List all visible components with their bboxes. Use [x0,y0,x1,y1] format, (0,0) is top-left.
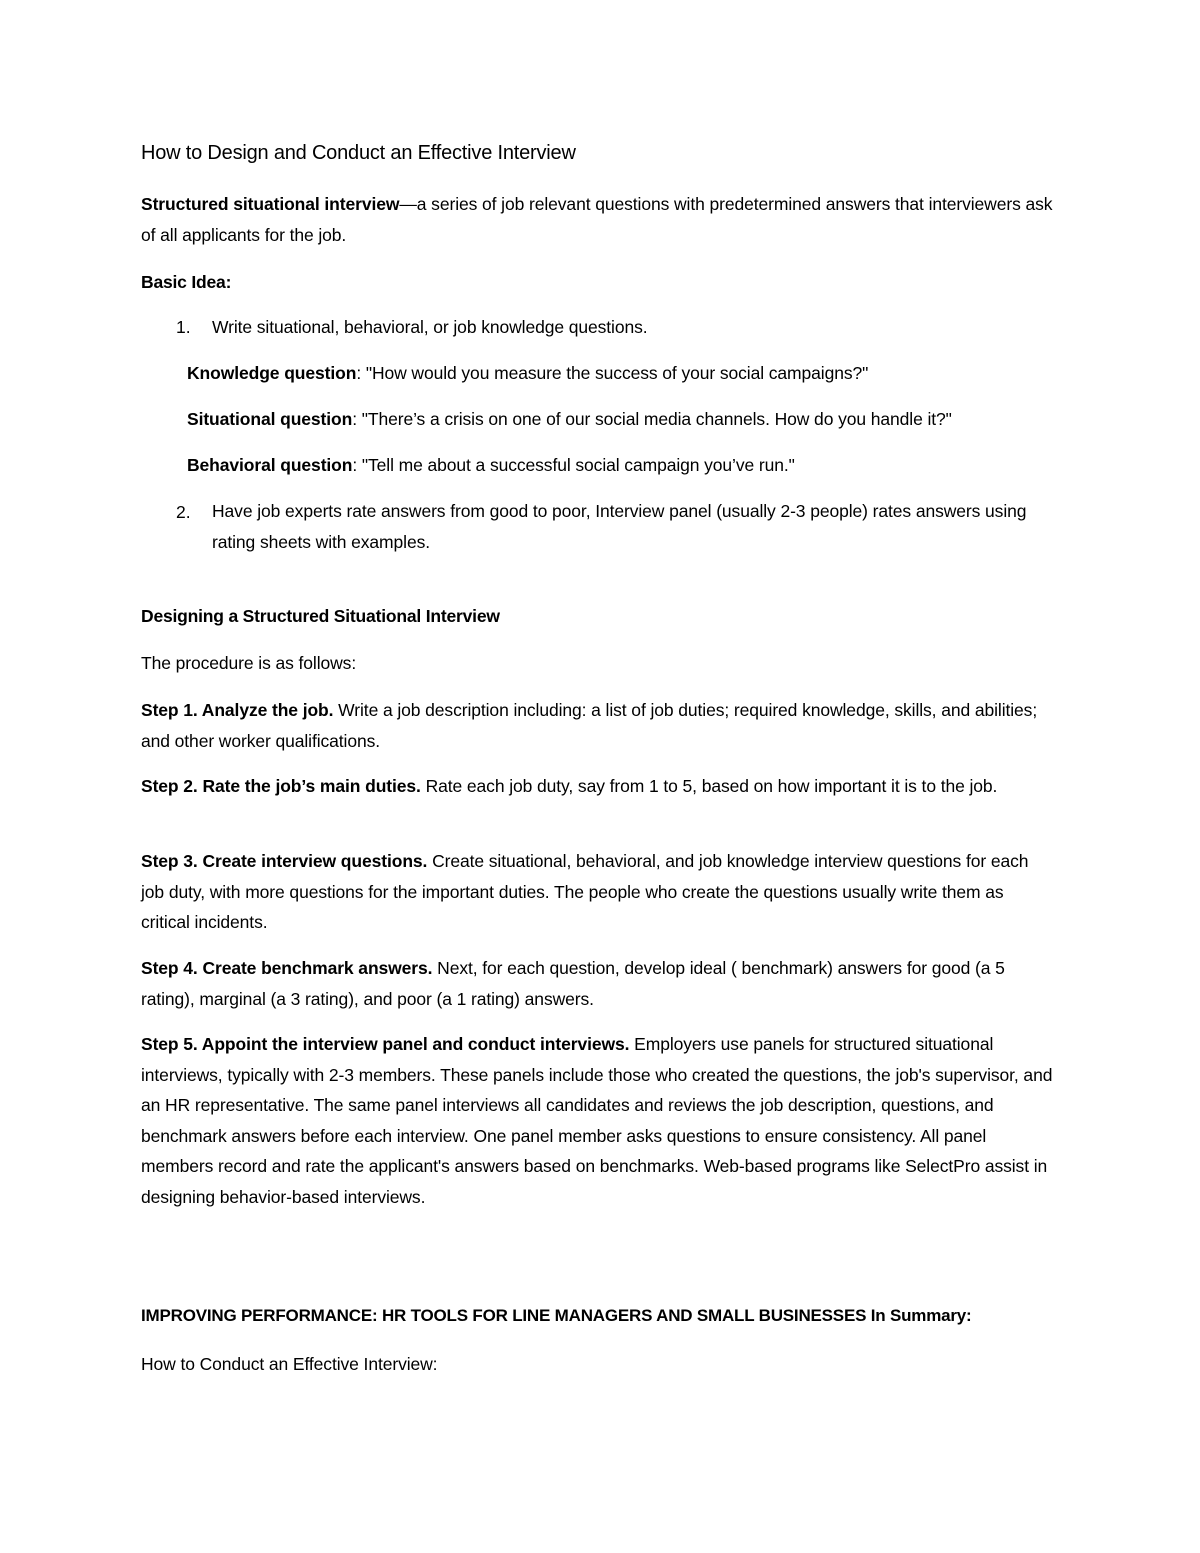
step-text: Rate each job duty, say from 1 to 5, based on how important it is to the job. [420,776,998,796]
designing-intro: The procedure is as follows: [141,653,357,673]
step-text: Create situational, behavioral, and job knowledge interview questions for each job duty, with more questions for the important duties. The people who create the questions usually write them as critical incidents. [141,851,1029,932]
improving-heading: IMPROVING PERFORMANCE: HR TOOLS FOR LINE MANAGERS AND SMALL BUSINESSES In Summary: [141,1306,972,1325]
example-label: Knowledge question [187,363,357,383]
step-label: Step 2. Rate the job’s main duties. [141,776,421,796]
example-text: "How would you measure the success of your social campaigns?" [361,363,869,383]
step-text: Employers use panels for structured situational interviews, typically with 2-3 members. These panels include those who created the questions, the job's supervisor, and an HR representative. The same panel interviews all candidates and reviews the job description, questions, and benchmark answers before each interview. One panel member asks questions to ensure consistency. All panel members record and rate the applicant's answers based on benchmarks. Web-based programs like SelectPro assist in designing behavior-based interviews. [141,1034,1053,1207]
step-label: Step 1. Analyze the job. [141,700,334,720]
definition-text: —a series of job relevant questions with predetermined answers that interviewers ask of all applicants for the job. [141,194,1053,245]
improving-subheading: How to Conduct an Effective Interview: [141,1354,438,1374]
example-label: Behavioral question [187,455,353,475]
step-text: Next, for each question, develop ideal ( benchmark) answers for good (a 5 rating), marginal (a 3 rating), and poor (a 1 rating) answers. [141,958,1005,1009]
step-3 [141,846,1056,938]
list-number-1: 1. [176,317,191,337]
step-2 [141,771,1056,802]
step-label: Step 4. Create benchmark answers. [141,958,433,978]
designing-heading: Designing a Structured Situational Interview [141,606,500,626]
document-title: How to Design and Conduct an Effective Interview [141,142,576,164]
list-item-2: Have job experts rate answers from good to poor, Interview panel (usually 2-3 people) rates answers using rating sheets with examples. [212,501,1027,552]
definition-paragraph [141,189,1056,250]
example-behavioral: Behavioral question: "Tell me about a successful social campaign you’ve run." [187,455,795,475]
step-4 [141,953,1056,1014]
step-text: Write a job description including: a list of job duties; required knowledge, skills, and abilities; and other worker qualifications. [141,700,1038,751]
step-label: Step 3. Create interview questions. [141,851,428,871]
example-knowledge: Knowledge question: "How would you measure the success of your social campaigns?" [187,363,869,383]
step-5 [141,1029,1056,1212]
example-text: "Tell me about a successful social campaign you’ve run." [357,455,795,475]
example-label: Situational question [187,409,353,429]
step-label: Step 5. Appoint the interview panel and conduct interviews. [141,1034,630,1054]
step-1 [141,695,1056,756]
example-text: "There’s a crisis on one of our social media channels. How do you handle it?" [357,409,952,429]
example-situational: Situational question: "There’s a crisis on one of our social media channels. How do you handle it?" [187,409,952,429]
basic-idea-heading: Basic Idea: [141,272,232,292]
list-item-1: Write situational, behavioral, or job knowledge questions. [212,317,648,337]
list-number-2: 2. [176,502,191,522]
definition-term: Structured situational interview [141,194,400,214]
